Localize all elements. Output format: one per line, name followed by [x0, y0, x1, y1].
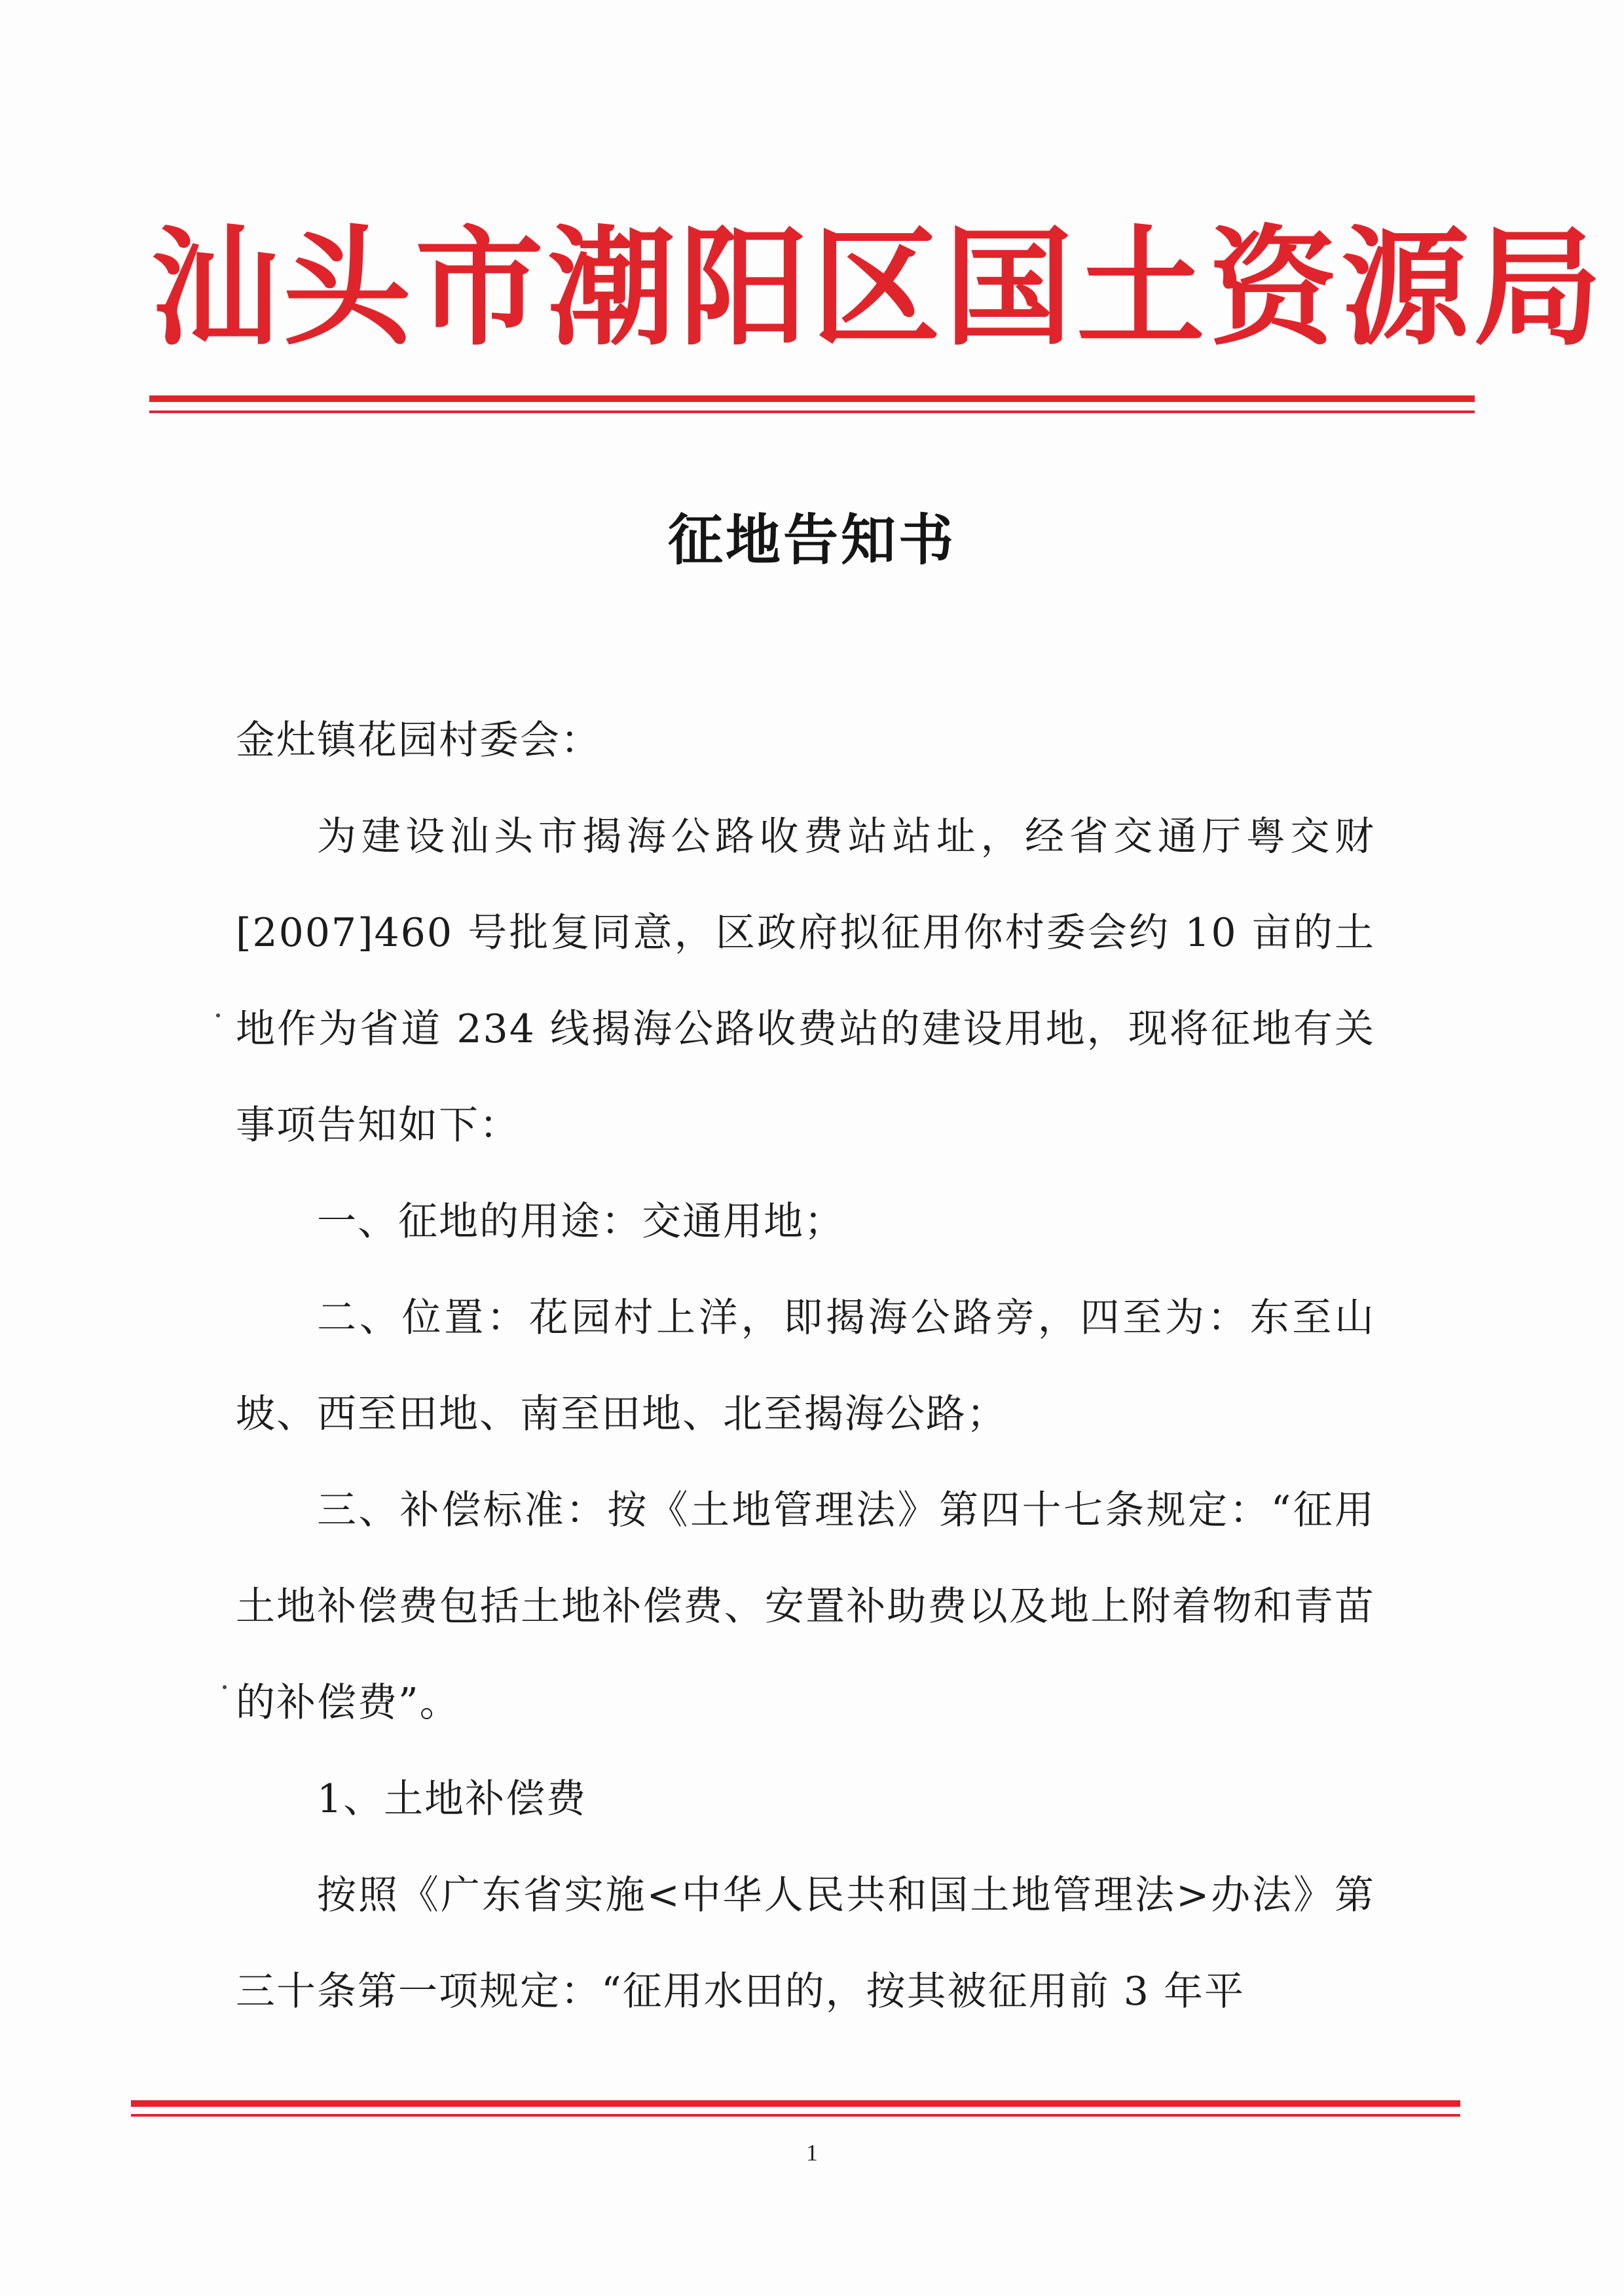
paragraph-compensation-standard: 三、补偿标准：按《土地管理法》第四十七条规定：“征用土地补偿费包括土地补偿费、安置补助费以及地上附着物和青苗的补偿费”。 — [236, 1487, 1375, 1726]
paragraph-purpose: 一、征地的用途：交通用地； — [317, 1199, 845, 1245]
document-title: 征地告知书 — [667, 508, 956, 572]
paragraph-intro: 为建设汕头市揭海公路收费站站址，经省交通厅粤交财[2007]460 号批复同意，区政府拟征用你村委会约 10 亩的土地作为省道 234 线揭海公路收费站的建设用地，现将征地有关事项告知如下： — [236, 814, 1375, 1148]
letterhead-rule-thin — [149, 410, 1475, 413]
paragraph-land-compensation-heading: 1、土地补偿费 — [317, 1776, 587, 1822]
paragraph-guangdong-regulation: 按照《广东省实施<中华人民共和国土地管理法>办法》第三十条第一项规定：“征用水田的，按其被征用前 3 年平 — [236, 1872, 1375, 2014]
organization-letterhead: 汕头市潮阳区国土资源局 — [151, 213, 1606, 363]
footer-rule-thin — [131, 2114, 1460, 2117]
paragraph-location: 二、位置：花园村上洋，即揭海公路旁，四至为：东至山坡、西至田地、南至田地、北至揭海公路； — [236, 1295, 1375, 1437]
document-body — [236, 693, 1375, 2040]
footer-rule-thick — [131, 2100, 1460, 2107]
scan-speck — [216, 1013, 220, 1017]
letterhead-rule-thick — [149, 395, 1475, 402]
scan-speck — [223, 1685, 227, 1689]
addressee: 金灶镇花园村委会： — [236, 718, 601, 763]
page-number: 1 — [806, 2140, 818, 2166]
